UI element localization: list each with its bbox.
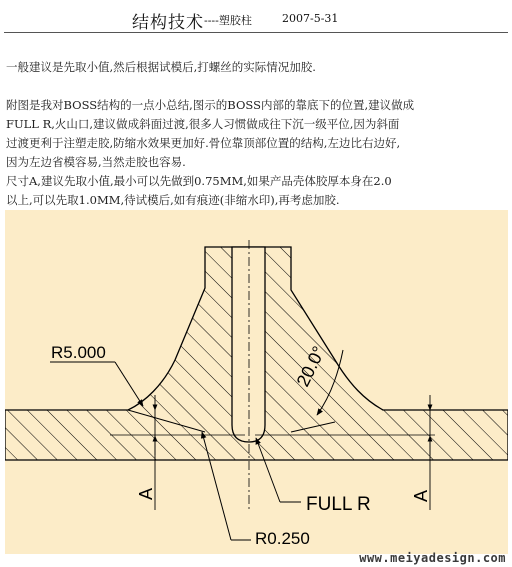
paragraph-line: 过渡更利于注塑走胶,防缩水效果更加好.骨位靠顶部位置的结构,左边比右边好,	[6, 136, 401, 150]
boss-inner-bore	[232, 247, 265, 442]
dimension-a-paragraph	[6, 172, 508, 210]
paragraph-line: 一般建议是先取小值,然后根据试模后,打螺丝的实际情况加胶.	[6, 60, 316, 74]
paragraph-line: FULL R,火山口,建议做成斜面过渡,很多人习惯做成往下沉一级平位,因为斜面	[6, 117, 400, 131]
dim-a-right-label: A	[411, 489, 431, 502]
header-divider	[4, 32, 508, 33]
r0250-label: R0.250	[255, 529, 310, 548]
page-title: 结构技术	[132, 13, 204, 33]
r5-label: R5.000	[51, 343, 106, 362]
header	[0, 0, 512, 34]
page-subtitle: ----塑胶柱	[204, 14, 252, 27]
page-date: 2007-5-31	[282, 12, 339, 25]
paragraph-line: 尺寸A,建议先取小值,最小可以先做到0.75MM,如果产品壳体胶厚本身在2.0	[6, 174, 392, 188]
paragraph-line: 附图是我对BOSS结构的一点小总结,图示的BOSS内部的靠底下的位置,建议做成	[6, 98, 415, 112]
boss-summary-paragraph	[6, 96, 508, 172]
boss-cross-section-figure	[5, 210, 508, 554]
paragraph-line: 以上,可以先取1.0MM,待试模后,如有痕迹(非缩水印),再考虑加胶.	[6, 193, 340, 207]
intro-paragraph	[6, 58, 508, 77]
angle-label: 20.0°	[292, 343, 330, 390]
boss-drawing	[5, 210, 508, 554]
watermark: www.meiyadesign.com	[359, 551, 506, 565]
full-r-label: FULL R	[306, 494, 371, 515]
paragraph-line: 因为左边省模容易,当然走胶也容易.	[6, 155, 186, 169]
dim-a-left-label: A	[136, 487, 156, 500]
